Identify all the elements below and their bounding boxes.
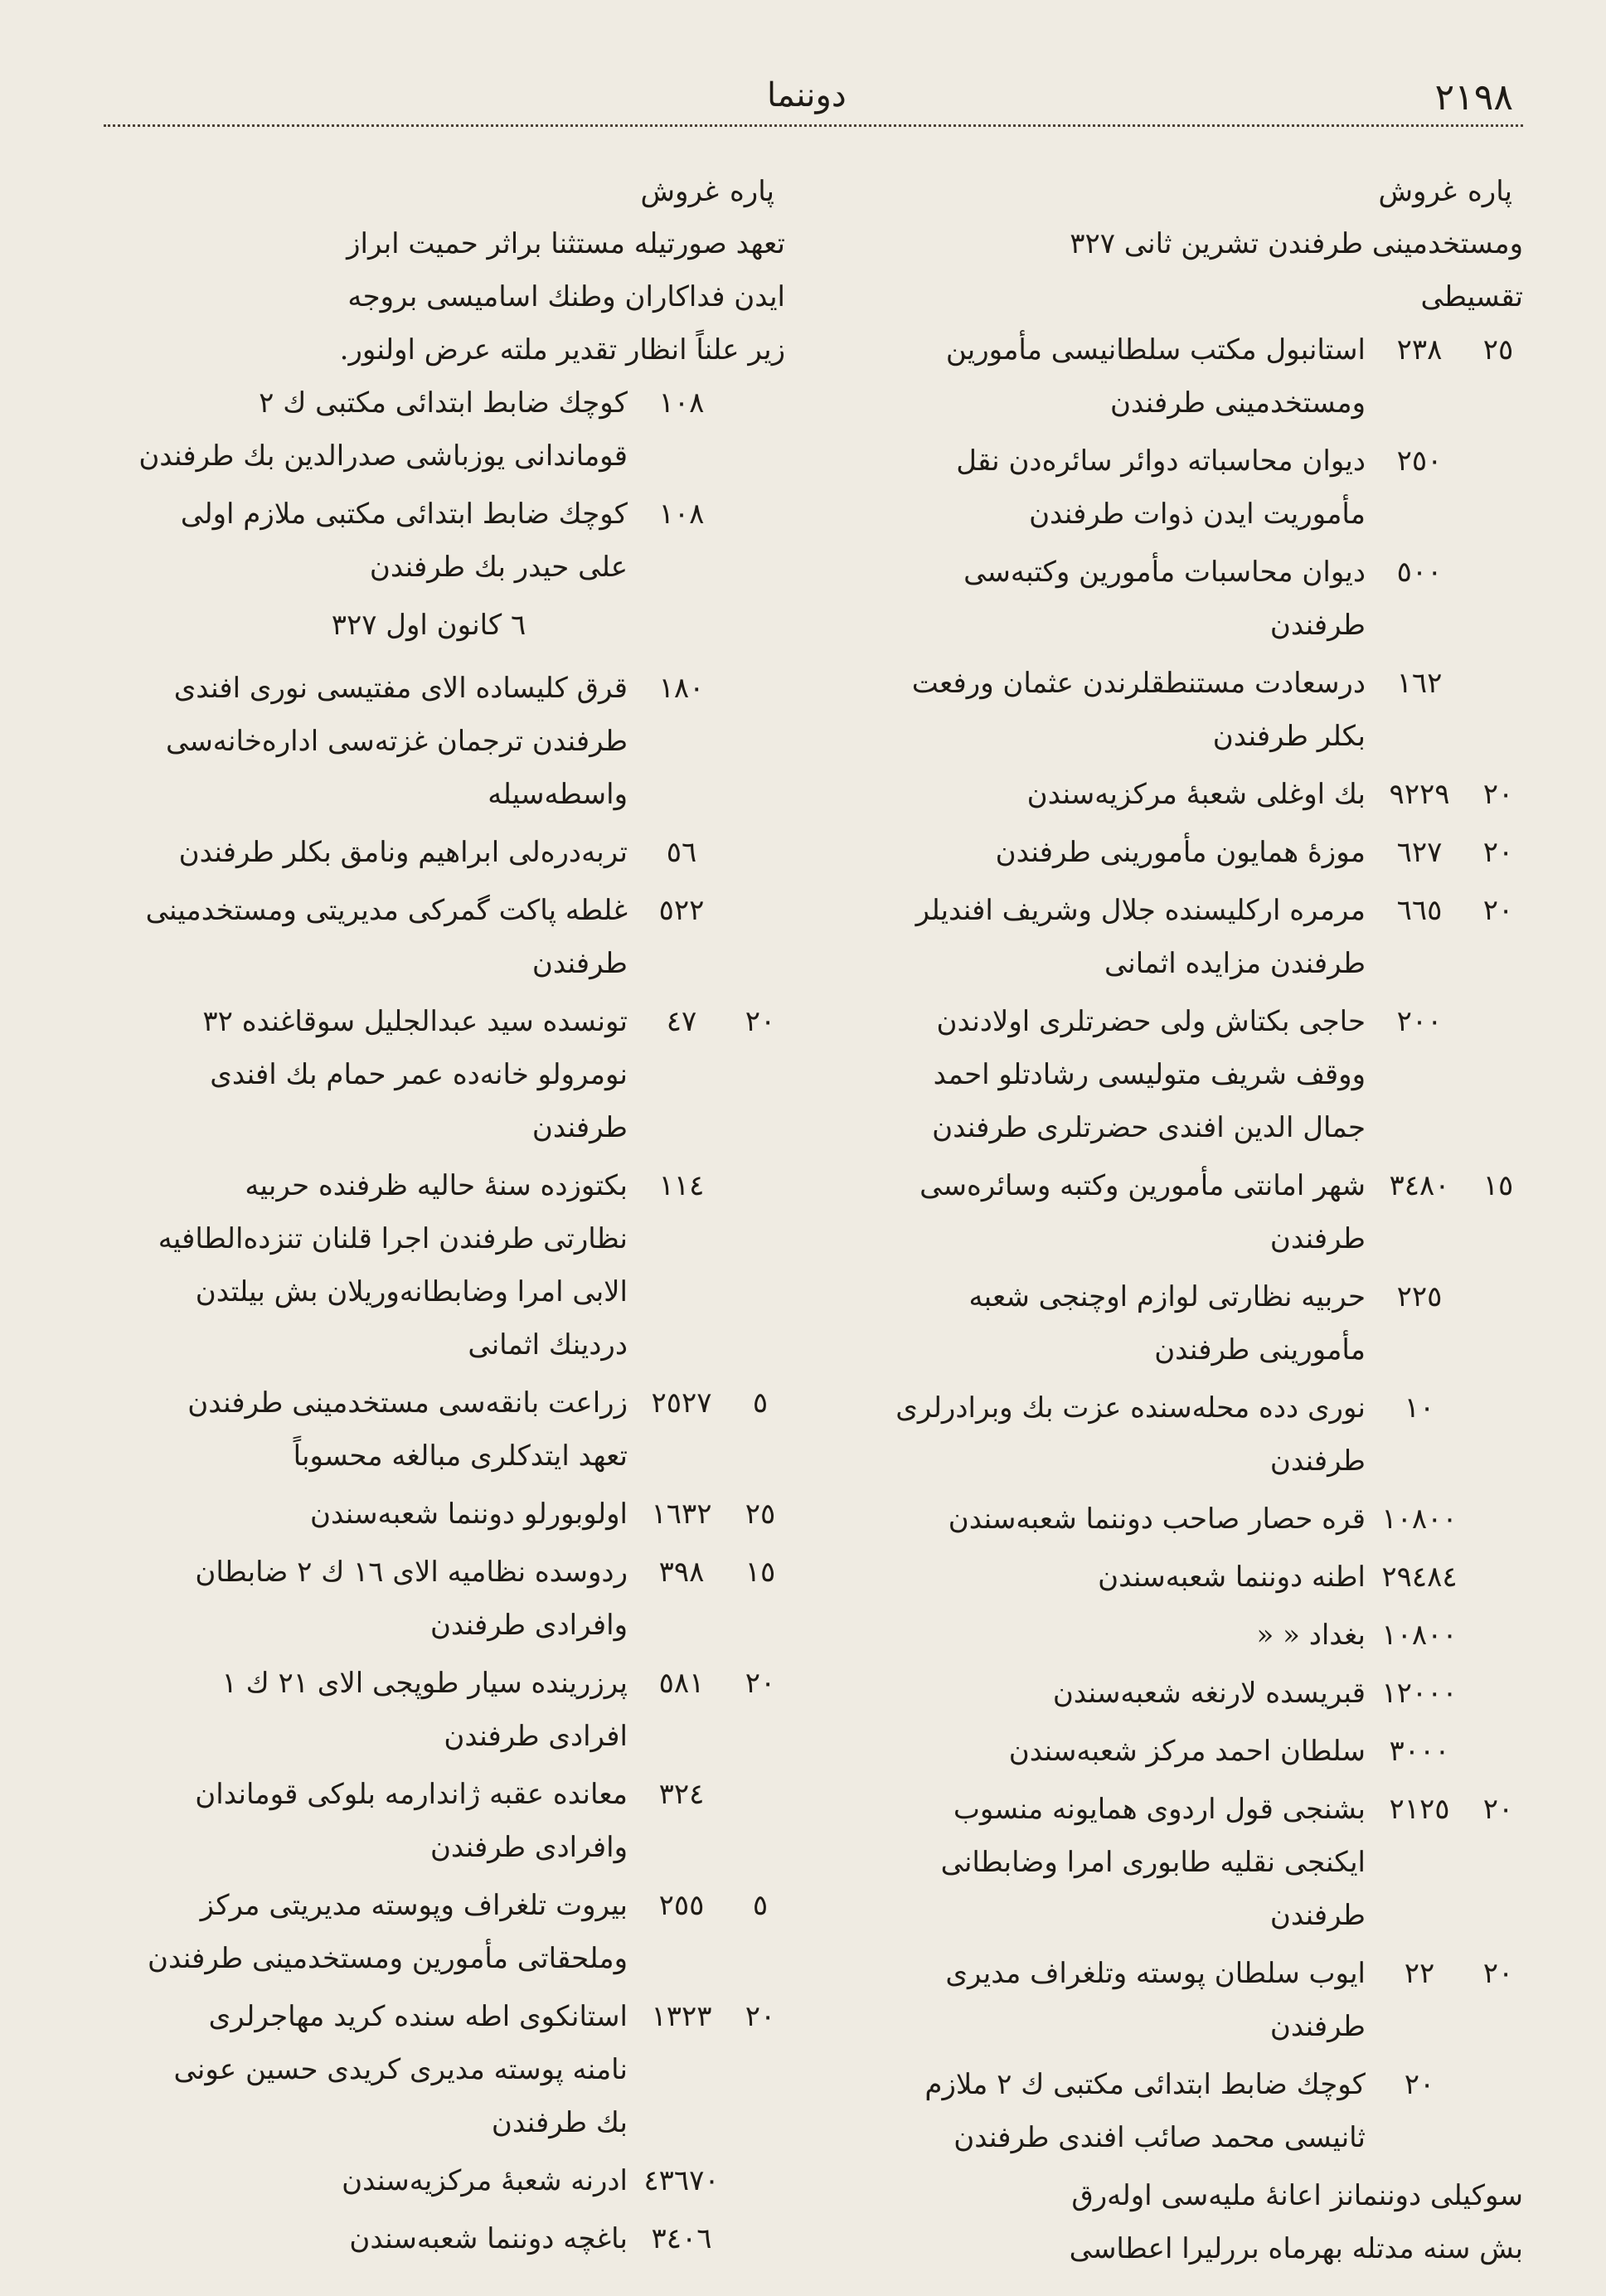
amount-kurus: ٦٦٥ <box>1396 894 1443 927</box>
intro-line: ایدن فداکاران وطنك اساميسی بروجه <box>347 280 785 313</box>
amount-kurus: ١٦٢ <box>1396 667 1443 700</box>
entry-line: استانبول مکتب سلطانیسی مأمورین <box>945 333 1366 366</box>
entry-text <box>793 2058 1366 2164</box>
entry-text <box>72 1879 628 1985</box>
amount-kurus: ٩٢٢٩ <box>1389 778 1450 811</box>
ledger-entry <box>793 2058 1523 2164</box>
entry-line: ایکنجی نقلیه طابوری امرا وضابطانی <box>940 1846 1366 1879</box>
amount-kurus: ١٦٣٢ <box>651 1497 712 1531</box>
ledger-entry <box>793 1159 1523 1265</box>
amount-kurus: ٣٤٠٦ <box>651 2222 712 2255</box>
amount-para: ٢٠ <box>1482 778 1514 811</box>
ledger-entry <box>72 1488 785 1541</box>
ledger-entry <box>793 1947 1523 2053</box>
col-kurus-label: غروش <box>640 175 719 208</box>
ledger-entry <box>793 1551 1523 1604</box>
entry-line: دیوان محاسبات مأمورین وکتبه‌سی <box>963 556 1366 589</box>
entry-line: ثانیسی محمد صائب افندی طرفندن <box>953 2121 1366 2154</box>
entry-line: شهر امانتی مأمورین وکتبه وسائره‌سی <box>919 1169 1366 1202</box>
amount-para: ٢٠ <box>745 1005 776 1038</box>
entry-line: غلطه پاکت گمرکی مدیریتی ومستخدمینی <box>145 894 628 927</box>
entry-line: قرق کلیساده الای مفتیسی نوری افندی <box>173 672 628 705</box>
entry-text <box>793 826 1366 879</box>
col-para-label: پاره <box>729 175 775 208</box>
entry-text <box>72 1990 628 2149</box>
left-entries-a <box>72 376 785 594</box>
amount-kurus: ٤٧ <box>666 1005 697 1038</box>
right-column <box>793 166 1523 2275</box>
ledger-entry <box>72 884 785 990</box>
ledger-entry <box>793 434 1523 541</box>
amount-kurus: ١٠٨ <box>658 498 705 531</box>
entry-text <box>793 323 1366 430</box>
amount-kurus: ٢٥٠ <box>1396 444 1443 478</box>
amount-para: ١٥ <box>1482 1169 1514 1202</box>
amount-kurus: ٣٠٠٠ <box>1389 1735 1450 1768</box>
ledger-entry <box>72 1990 785 2149</box>
amount-para: ٢٠ <box>745 2000 776 2033</box>
entry-text <box>793 995 1366 1154</box>
entry-line: اطنه دوننما شعبه‌سندن <box>1098 1561 1366 1594</box>
entry-text <box>793 1609 1366 1662</box>
amount-kurus: ١٠٨ <box>658 386 705 420</box>
entry-line: ومستخدمینی طرفندن <box>1109 386 1366 420</box>
entry-line: بکتوزده سنهٔ حالیه ظرفنده حربیه <box>245 1169 628 1202</box>
amount-kurus: ١٠٨٠٠ <box>1381 1502 1458 1536</box>
entry-line: درسعادت مستنطقلرندن عثمان ورفعت <box>911 667 1366 700</box>
right-intro <box>793 217 1523 323</box>
ledger-entry <box>72 1768 785 1874</box>
entry-line: بشنجی قول اردوی همایونه منسوب <box>953 1793 1366 1826</box>
entry-line: حاجی بکتاش ولی حضرتلری اولادندن <box>936 1005 1366 1038</box>
ledger-entry <box>793 826 1523 879</box>
entry-text <box>72 488 628 594</box>
amount-kurus: ١٢٠٠٠ <box>1381 1677 1458 1710</box>
entry-line: ردوسده نظامیه الای ١٦ ك ٢ ضابطان <box>195 1556 628 1589</box>
amount-kurus: ٢٥٢٧ <box>651 1386 712 1420</box>
entry-text <box>72 1159 628 1371</box>
entry-text <box>793 1725 1366 1778</box>
amount-kurus: ٥٢٢ <box>658 894 705 927</box>
col-kurus-label: غروش <box>1378 175 1457 208</box>
entry-text <box>72 1376 628 1483</box>
entry-line: دیوان محاسباته دوائر سائره‌دن نقل <box>956 444 1366 478</box>
entry-text <box>793 1783 1366 1942</box>
entry-line: مرمره ارکلیسنده جلال وشریف افندیلر <box>915 894 1366 927</box>
entry-text <box>72 1488 628 1541</box>
intro-line: تعهد صورتیله مستثنا براثر حمیت ابراز <box>347 227 785 260</box>
amount-para: ٢٥ <box>1482 333 1514 366</box>
left-column-header <box>72 166 785 217</box>
entry-line: موزهٔ همایون مأمورینی طرفندن <box>995 836 1366 869</box>
ledger-entry <box>72 995 785 1154</box>
entry-text <box>793 657 1366 763</box>
entry-line: وملحقاتی مأمورین ومستخدمینی طرفندن <box>148 1942 628 1975</box>
entry-text <box>72 1768 628 1874</box>
entry-line: باغچه دوننما شعبه‌سندن <box>349 2222 628 2255</box>
amount-kurus: ٢٠٠ <box>1396 1005 1443 1038</box>
entry-line: ایوب سلطان پوسته وتلغراف مدیری <box>945 1957 1366 1990</box>
ledger-entry <box>793 1667 1523 1720</box>
ledger-entry <box>793 1609 1523 1662</box>
amount-kurus: ٥٨١ <box>658 1667 705 1700</box>
amount-kurus: ٢٣٨ <box>1396 333 1443 366</box>
entry-line: وافرادی طرفندن <box>429 1831 628 1864</box>
ledger-entry <box>72 1376 785 1483</box>
entry-line: قوماندانی یوزباشی صدرالدین بك طرفندن <box>138 439 628 473</box>
amount-kurus: ١٠٨٠٠ <box>1381 1619 1458 1652</box>
entry-line: بکلر طرفندن <box>1212 720 1366 753</box>
entry-line: طرفندن <box>1269 1444 1366 1478</box>
intro-line: تقسیطی <box>1420 280 1523 313</box>
ledger-entry <box>793 1381 1523 1488</box>
entry-line: سلطان احمد مرکز شعبه‌سندن <box>1008 1735 1366 1768</box>
tail-line: سوکیلی دوننمانز اعانهٔ ملیه‌سی اوله‌رق <box>1071 2179 1523 2212</box>
amount-kurus: ٢٢ <box>1404 1957 1435 1990</box>
page-number: ٢١٩٨ <box>1434 76 1513 119</box>
entry-line: نوری دده محله‌سنده عزت بك وبرادرلری <box>895 1391 1366 1425</box>
ledger-entry <box>72 1657 785 1763</box>
entry-line: نومرولو خانه‌ده عمر حمام بك افندی <box>210 1058 628 1091</box>
ledger-entry <box>72 488 785 594</box>
ledger-entry <box>72 376 785 483</box>
entry-text <box>793 546 1366 652</box>
amount-para: ٢٠ <box>1482 1957 1514 1990</box>
entry-line: طرفندن ترجمان غزته‌سی اداره‌خانه‌سی <box>165 725 628 758</box>
entry-line: کوچك ضابط ابتدائی مکتبی ملازم اولی <box>180 498 628 531</box>
amount-para: ٢٠ <box>745 1667 776 1700</box>
right-tail <box>793 2169 1523 2275</box>
entry-line: زراعت بانقه‌سی مستخدمینی طرفندن <box>187 1386 628 1420</box>
entry-text <box>793 1947 1366 2053</box>
entry-line: نظارتی طرفندن اجرا قلنان تنزده‌الطافیه <box>158 1222 628 1255</box>
entry-text <box>793 1381 1366 1488</box>
entry-line: بك اوغلی شعبهٔ مرکزیه‌سندن <box>1026 778 1366 811</box>
amount-kurus: ٣٢٤ <box>658 1778 705 1811</box>
page-header <box>104 76 1513 126</box>
entry-text <box>72 376 628 483</box>
entry-line: طرفندن <box>1269 609 1366 642</box>
amount-kurus: ٥٦ <box>666 836 697 869</box>
amount-kurus: ٢١٢٥ <box>1389 1793 1450 1826</box>
intro-line: ومستخدمینی طرفندن تشرین ثانی ٣٢٧ <box>1070 227 1523 260</box>
amount-para: ٢٠ <box>1482 1793 1514 1826</box>
entry-line: تربه‌دره‌لی ابراهیم ونامق بکلر طرفندن <box>178 836 628 869</box>
entry-text <box>72 2212 628 2265</box>
tail-line: بش سنه مدتله بهرماه بررلیرا اعطاسی <box>1069 2232 1523 2265</box>
entry-line: مأمورینی طرفندن <box>1154 1333 1366 1366</box>
entry-line: بیروت تلغراف وپوسته مدیریتی مرکز <box>200 1889 628 1922</box>
entry-line: تونسده سید عبدالجلیل سوقاغنده ٣٢ <box>202 1005 628 1038</box>
left-column <box>72 166 785 2270</box>
entry-line: استانکوی اطه سنده کرید مهاجرلری <box>208 2000 628 2033</box>
entry-line: بغداد « « <box>1256 1619 1366 1652</box>
amount-para: ٥ <box>752 1889 769 1922</box>
entry-text <box>72 2154 628 2207</box>
ledger-entry <box>793 657 1523 763</box>
ledger-entry <box>793 323 1523 430</box>
entry-text <box>793 1551 1366 1604</box>
entry-text <box>72 995 628 1154</box>
entry-line: طرفندن <box>1269 1899 1366 1932</box>
amount-kurus: ٦٢٧ <box>1396 836 1443 869</box>
amount-kurus: ٣٩٨ <box>658 1556 705 1589</box>
left-entries-b <box>72 662 785 2265</box>
ledger-entry <box>793 1493 1523 1546</box>
entry-text <box>72 1657 628 1763</box>
entry-line: دردینك اثمانی <box>468 1328 628 1362</box>
entry-line: طرفندن مزایده اثمانی <box>1104 947 1366 980</box>
entry-line: الابی امرا وضابطانه‌وریلان بش بیلتدن <box>195 1275 628 1308</box>
ledger-entry <box>793 1725 1523 1778</box>
col-para-label: پاره <box>1467 175 1513 208</box>
ledger-entry <box>793 546 1523 652</box>
entry-line: تعهد ایتدکلری مبالغه محسوباً <box>293 1439 628 1473</box>
entry-line: پرزرینده سیار طوپجی الای ٢١ ك ١ <box>221 1667 628 1700</box>
running-title: دوننما <box>767 76 847 114</box>
entry-text <box>793 1667 1366 1720</box>
ledger-entry <box>72 1546 785 1652</box>
amount-para: ٢٥ <box>745 1497 776 1531</box>
intro-line: زیر علناً انظار تقدیر ملته عرض اولنور. <box>339 333 785 366</box>
entry-text <box>793 434 1366 541</box>
entry-line: وافرادی طرفندن <box>429 1609 628 1642</box>
entry-line: بك طرفندن <box>491 2106 628 2139</box>
amount-kurus: ١٠ <box>1404 1391 1435 1425</box>
amount-para: ٢٠ <box>1482 836 1514 869</box>
amount-kurus: ١١٤ <box>658 1169 705 1202</box>
amount-kurus: ٢٢٥ <box>1396 1280 1443 1313</box>
entry-text <box>793 884 1366 990</box>
entry-text <box>72 884 628 990</box>
entry-text <box>72 662 628 821</box>
entry-line: ووقف شریف متولیسی رشادتلو احمد <box>933 1058 1366 1091</box>
amount-kurus: ١٣٢٣ <box>651 2000 712 2033</box>
entry-line: طرفندن <box>1269 1222 1366 1255</box>
ledger-entry <box>72 1879 785 1985</box>
amount-para: ٢٠ <box>1482 894 1514 927</box>
entry-line: کوچك ضابط ابتدائی مکتبی ك ٢ ملازم <box>924 2068 1366 2101</box>
ledger-entry <box>793 884 1523 990</box>
right-entries <box>793 323 1523 2164</box>
entry-line: قره حصار صاحب دوننما شعبه‌سندن <box>948 1502 1366 1536</box>
entry-line: جمال الدین افندی حضرتلری طرفندن <box>932 1111 1366 1144</box>
entry-line: طرفندن <box>1269 2010 1366 2043</box>
ledger-entry <box>793 768 1523 821</box>
date-line: ٦ کانون اول ٣٢٧ <box>331 609 526 642</box>
left-intro <box>72 217 785 376</box>
entry-line: اولوبورلو دوننما شعبه‌سندن <box>309 1497 628 1531</box>
entry-text <box>793 768 1366 821</box>
entry-line: واسطه‌سیله <box>488 778 628 811</box>
ledger-entry <box>72 662 785 821</box>
amount-kurus: ٢٩٤٨٤ <box>1381 1561 1458 1594</box>
amount-para: ١٥ <box>745 1556 776 1589</box>
right-column-header <box>793 166 1523 217</box>
entry-line: نامنه پوسته مدیری کریدی حسین عونی <box>173 2053 628 2086</box>
amount-kurus: ٣٤٨٠ <box>1389 1169 1450 1202</box>
entry-line: افرادی طرفندن <box>444 1720 628 1753</box>
entry-text <box>72 826 628 879</box>
entry-line: معانده عقبه ژاندارمه بلوکی قوماندان <box>195 1778 628 1811</box>
ledger-entry <box>72 826 785 879</box>
amount-kurus: ٢٥٥ <box>658 1889 705 1922</box>
entry-line: مأموریت ایدن ذوات طرفندن <box>1029 498 1366 531</box>
ledger-entry <box>793 1783 1523 1942</box>
entry-line: طرفندن <box>531 1111 628 1144</box>
entry-text <box>793 1493 1366 1546</box>
ledger-entry <box>72 1159 785 1371</box>
amount-kurus: ٢٠ <box>1404 2068 1435 2101</box>
entry-line: علی حیدر بك طرفندن <box>369 551 628 584</box>
entry-line: کوچك ضابط ابتدائی مکتبی ك ٢ <box>259 386 628 420</box>
entry-text <box>793 1159 1366 1265</box>
entry-line: قبریسده لارنغه شعبه‌سندن <box>1052 1677 1366 1710</box>
amount-kurus: ٥٠٠ <box>1396 556 1443 589</box>
amount-kurus: ١٨٠ <box>658 672 705 705</box>
amount-para: ٥ <box>752 1386 769 1420</box>
entry-text <box>793 1270 1366 1376</box>
entry-text <box>72 1546 628 1652</box>
ledger-entry <box>72 2212 785 2265</box>
entry-line: حربیه نظارتی لوازم اوچنجی شعبه <box>968 1280 1366 1313</box>
entry-line: طرفندن <box>531 947 628 980</box>
ledger-entry <box>793 995 1523 1154</box>
amount-kurus: ٤٣٦٧٠ <box>643 2164 720 2197</box>
ledger-entry <box>793 1270 1523 1376</box>
entry-line: ادرنه شعبهٔ مرکزیه‌سندن <box>342 2164 628 2197</box>
ledger-entry <box>72 2154 785 2207</box>
header-divider <box>104 124 1523 127</box>
